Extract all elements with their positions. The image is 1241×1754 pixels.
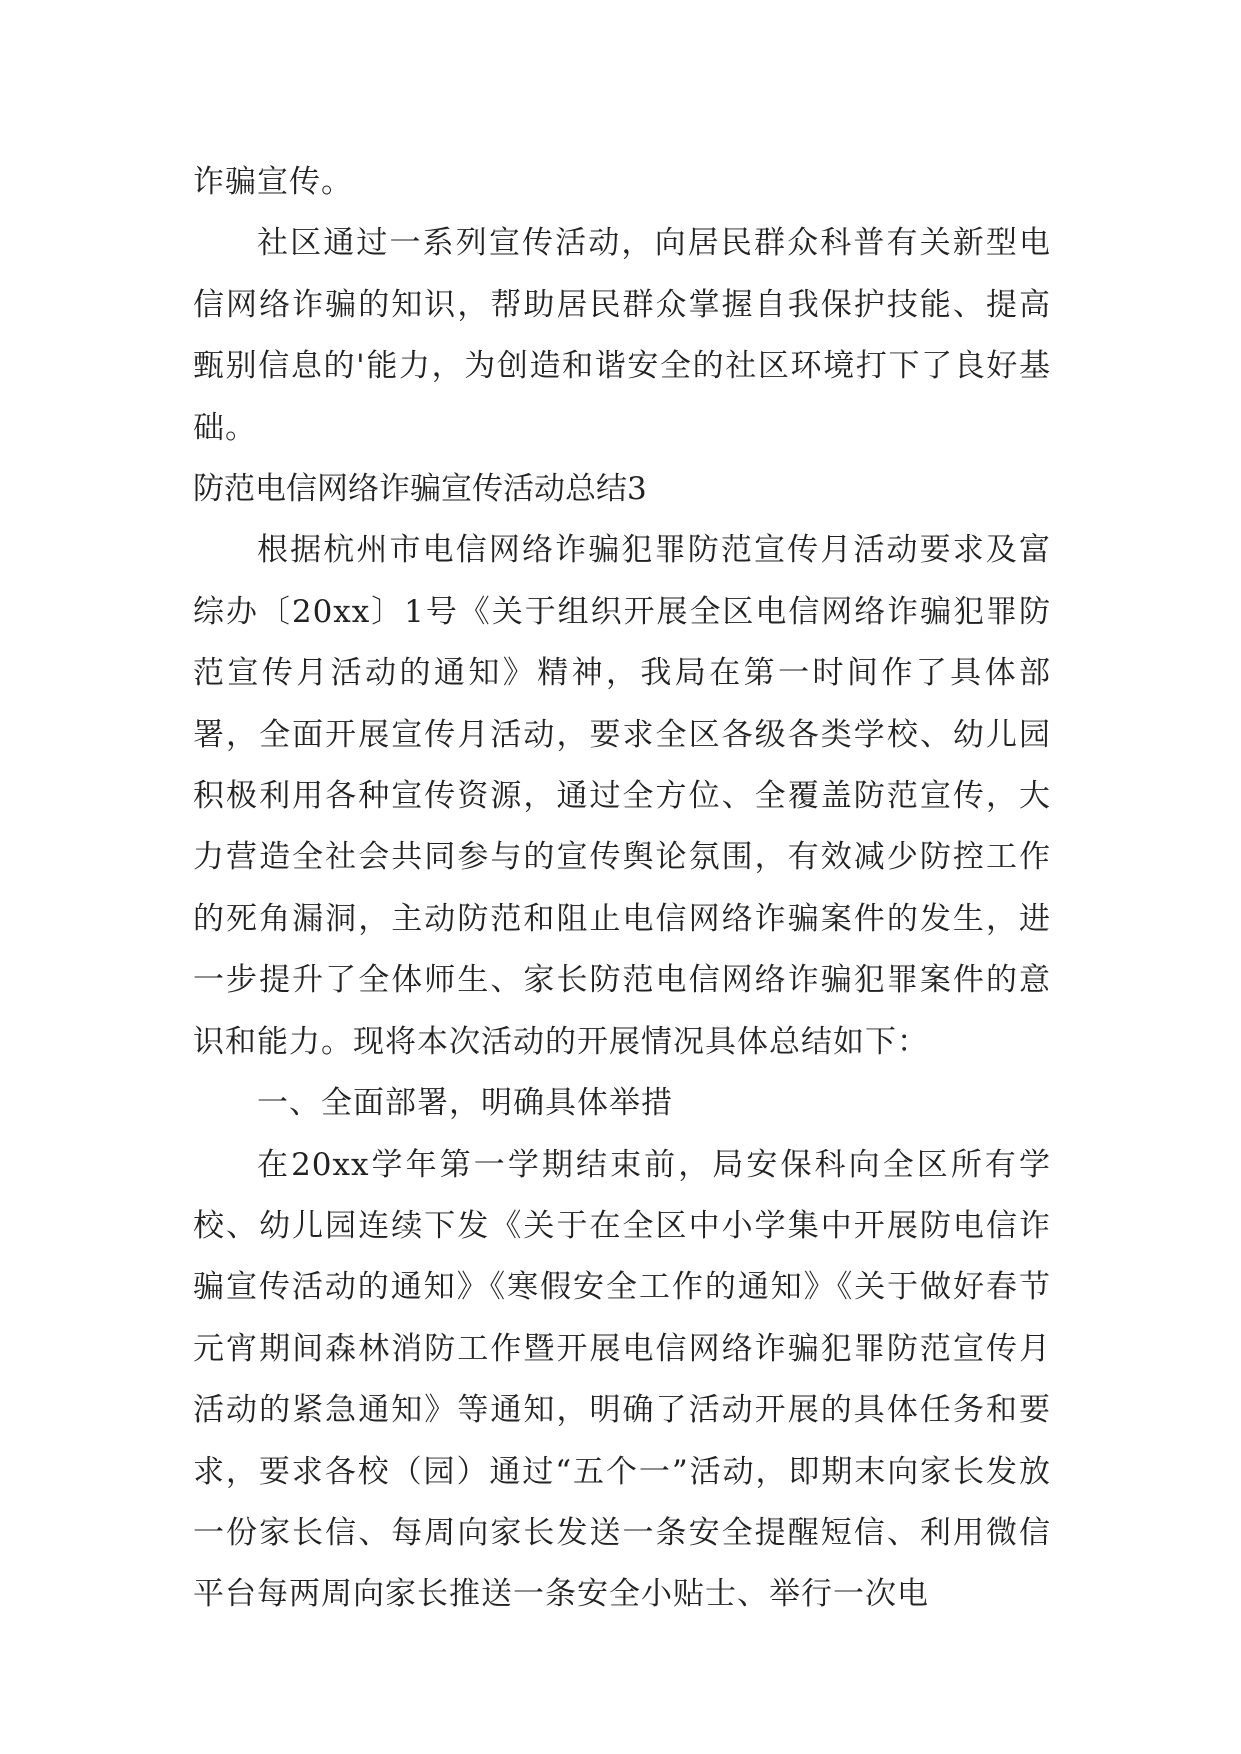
paragraph-continuation: 诈骗宣传。	[193, 164, 353, 200]
section-title: 防范电信网络诈骗宣传活动总结3	[193, 471, 647, 508]
paragraph-deployment-detail: 在20xx学年第一学期结束前，局安保科向全区所有学校、幼儿园连续下发《关于在全区中小学集中开展防电信诈骗宣传活动的通知》《寒假安全工作的通知》《关于做好春节元宵期间森林消防工作暨开展电信网络诈骗犯罪防范宣传月活动的紧急通知》等通知，明确了活动开展的具体任务和要求，要求各校（园）通过“五个一”活动，即期末向家长发放一份家长信、每周向家长发送一条安全提醒短信、利用微信平台每两周向家长推送一条安全小贴士、举行一次电	[193, 1146, 1051, 1613]
paragraph-community-summary: 社区通过一系列宣传活动，向居民群众科普有关新型电信网络诈骗的知识，帮助居民群众掌握自我保护技能、提高甄别信息的'能力，为创造和谐安全的社区环境打下了良好基础。	[193, 225, 1051, 446]
subheading-deployment: 一、全面部署，明确具体举措	[257, 1085, 673, 1122]
paragraph-intro: 根据杭州市电信网络诈骗犯罪防范宣传月活动要求及富综办〔20xx〕1号《关于组织开展全区电信网络诈骗犯罪防范宣传月活动的通知》精神，我局在第一时间作了具体部署，全面开展宣传月活动，要求全区各级各类学校、幼儿园积极利用各种宣传资源，通过全方位、全覆盖防范宣传，大力营造全社会共同参与的宣传舆论氛围，有效减少防控工作的死角漏洞，主动防范和阻止电信网络诈骗案件的发生，进一步提升了全体师生、家长防范电信网络诈骗犯罪案件的意识和能力。现将本次活动的开展情况具体总结如下：	[193, 532, 1051, 1060]
document-body	[193, 152, 1051, 1626]
